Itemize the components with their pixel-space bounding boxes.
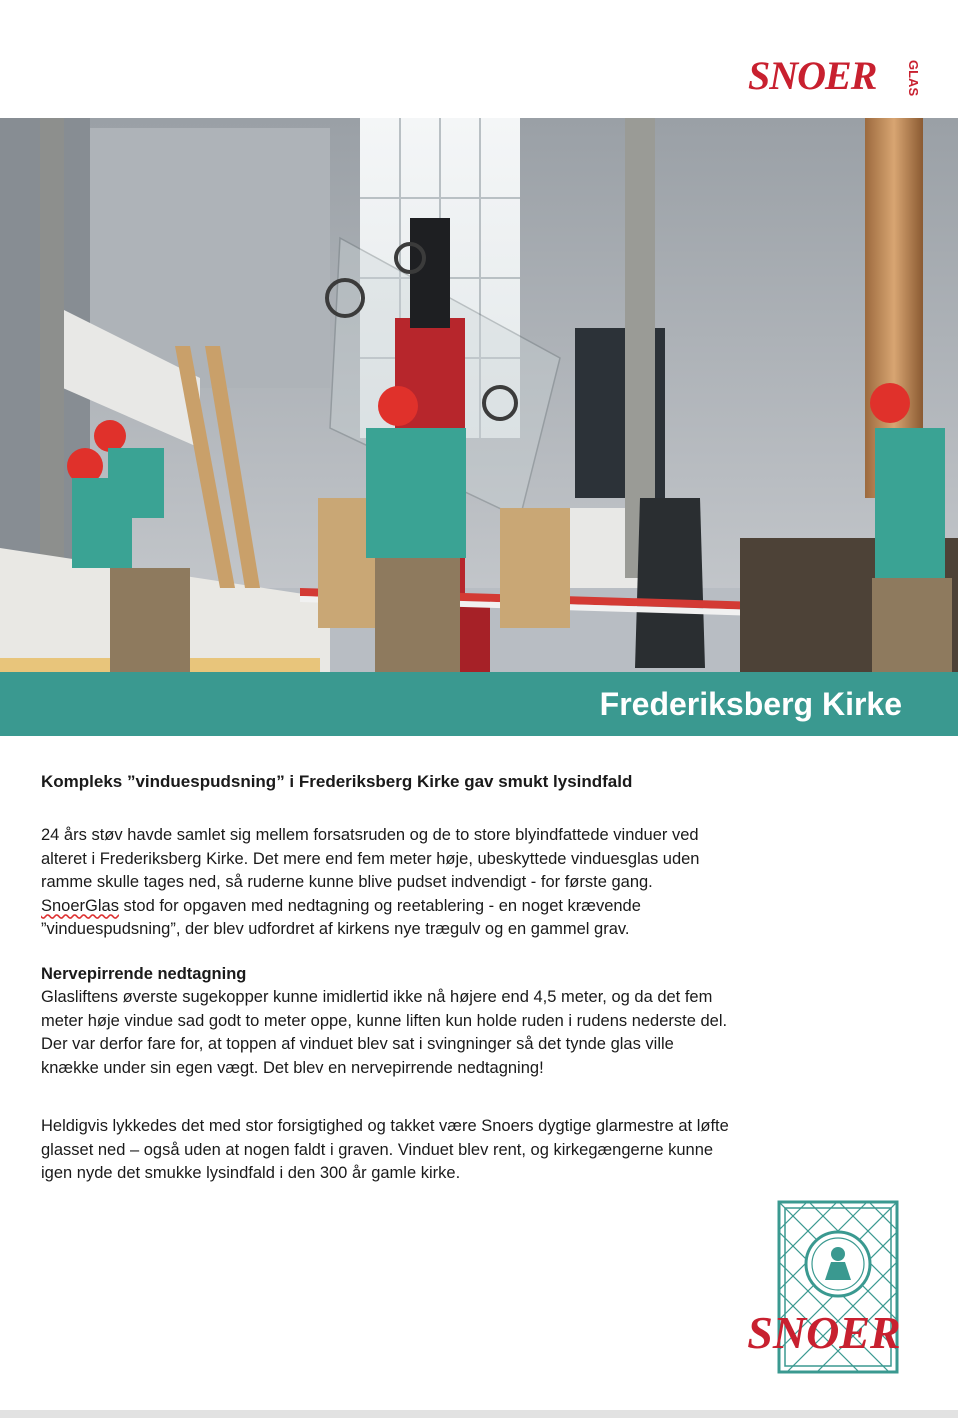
church-window-removal-photo-icon bbox=[0, 118, 958, 672]
title-banner bbox=[0, 672, 958, 736]
intro-text-part-2: stod for opgaven med nedtagning og reetablering - en noget krævende ”vinduespudsning”, der blev udfordret af kirkens nye trægulv og en gammel grav. bbox=[41, 896, 641, 938]
article-body bbox=[41, 770, 731, 1186]
snoer-emblem-icon bbox=[733, 1196, 915, 1376]
brand-mention: SnoerGlas bbox=[41, 896, 119, 915]
logo-wordmark: SNOER bbox=[748, 53, 877, 98]
church-window-photo bbox=[0, 118, 958, 672]
snoer-emblem-logo bbox=[733, 1196, 915, 1376]
intro-text-part-1: 24 års støv havde samlet sig mellem forsatsruden og de to store blyindfattede vinduer ved alteret i Frederiksberg Kirke. Det mere end fem meter høje, ubeskyttede vinduesglas uden ramme skulle tages ned, så ruderne kunne blive pudset indvendigt - for første gang. bbox=[41, 826, 700, 891]
intro-paragraph bbox=[41, 824, 731, 942]
body-paragraph-3: Heldigvis lykkedes det med stor forsigtighed og takket være Snoers dygtige glarmestre at løfte glasset ned – også uden at nogen faldt i graven. Vinduet blev rent, og kirkegængerne kunne igen nyde det smukke lysindfald i den 300 år gamle kirke. bbox=[41, 1117, 729, 1182]
snoer-glas-logo bbox=[748, 52, 938, 100]
page-bottom-border bbox=[0, 1410, 958, 1418]
logo-bottom-wordmark: SNOER bbox=[747, 1307, 901, 1358]
page-title: Frederiksberg Kirke bbox=[599, 686, 902, 722]
article-headline: Kompleks ”vinduespudsning” i Frederiksberg Kirke gav smukt lysindfald bbox=[41, 772, 633, 791]
section-subheading: Nervepirrende nedtagning bbox=[41, 964, 247, 983]
body-paragraph-2: Glasliftens øverste sugekopper kunne imidlertid ikke nå højere end 4,5 meter, og da det fem meter høje vindue sad godt to meter oppe, kunne liften kun holde ruden i rudens nederste del. Der var derfor fare for, at toppen af vinduet blev sat i svingninger så det tynde glas ville knække under sin egen vægt. Det blev en nervepirrende nedtagning! bbox=[41, 988, 728, 1077]
logo-subtext: GLAS bbox=[906, 60, 921, 97]
